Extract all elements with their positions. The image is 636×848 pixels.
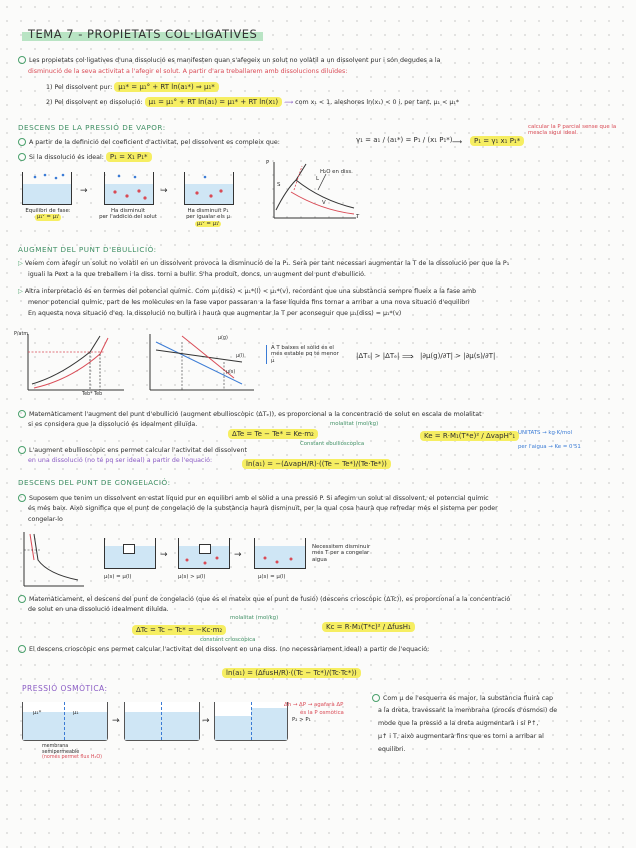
intro-line-2: disminució de la seva activitat a l'afegir el solut. A partir d'ara treballarem amb dissolucions diluïdes: bbox=[28, 68, 348, 75]
caption-freezing-1: μ(s) = μ(l) bbox=[104, 574, 132, 580]
freezing-paragraph-1: Suposem que tenim un dissolvent en estat líquid pur en equilibri amb el sòlid a una pressió P. Si afegim un solut al dissolvent, el potencial químic bbox=[18, 494, 489, 503]
ice-cube-icon bbox=[123, 544, 135, 554]
section-heading-freezing: DESCENS DEL PUNT DE CONGELACIÓ: bbox=[18, 478, 171, 487]
beaker-freezing-3 bbox=[254, 538, 306, 569]
water-ke-note: per l'aigua → Ke = 0'51 bbox=[518, 444, 581, 450]
vapor-paragraph-1: A partir de la definició del coeficient d'activitat, pel dissolvent es compleix que: bbox=[18, 138, 280, 147]
caption-freezing-3: μ(s) = μ(l) bbox=[258, 574, 286, 580]
beaker-pure-solvent bbox=[22, 172, 72, 205]
legend-mu-liquid: μ(l) bbox=[236, 354, 245, 359]
chemical-potential-graph bbox=[142, 332, 260, 396]
partial-pressure-note: calcular la P parcial sense que la mescla sigui ideal. bbox=[528, 124, 617, 137]
implies-icon: ⟹ bbox=[402, 352, 414, 361]
freezing-paragraph-1c: congelar-lo bbox=[28, 516, 63, 523]
osmosis-text-5: equilibri. bbox=[378, 746, 406, 753]
cryoscopic-constant-note: constant crioscòpica bbox=[200, 637, 256, 643]
boiling-paragraph-2c: En aquesta nova situació d'eq. la dissolució no bullirà i haurà que augmentar la T per aconseguir que μ₁(diss) = μ₁*(v) bbox=[28, 310, 402, 317]
caption-decreased-p1: Ha disminuït P₁ per igualar els μ μ₁ᵛ = μ₁ˡ bbox=[186, 208, 230, 227]
section-heading-osmotic: PRESSIÓ OSMÒTICA: bbox=[22, 684, 108, 693]
bullet-circle-icon bbox=[18, 446, 26, 454]
bullet-circle-icon bbox=[18, 645, 26, 653]
triangle-bullet-icon: ▷ bbox=[18, 288, 23, 295]
arrow-right-icon: ⟶ bbox=[452, 138, 463, 146]
beaker-freezing-1 bbox=[104, 538, 156, 569]
vapor-paragraph-2: Si la dissolució és ideal: P₁ = X₁ P₁* bbox=[18, 153, 152, 162]
section-heading-boiling: AUGMENT DEL PUNT D'EBULLICIÓ: bbox=[18, 245, 157, 254]
bullet-circle-icon bbox=[18, 595, 26, 603]
boiling-paragraph-1b: iguali la Pext a la que treballem i la diss. torni a bullir. S'ha produït, doncs, un augment del punt d'ebullició. bbox=[28, 271, 366, 278]
units-note: UNITATS → kg·K/mol bbox=[518, 430, 573, 436]
bullet-circle-icon bbox=[18, 56, 26, 64]
ebullioscopic-constant-note: Constant ebullioscòpica bbox=[300, 441, 365, 447]
freezing-paragraph-2: Matemàticament, el descens del punt de congelació (que és el mateix que el punt de fusió) (descens crioscòpic (ΔTc)), es proporcional a la concentració bbox=[18, 595, 510, 604]
caption-decreased-by-solute: Ha disminuït per l'addició del solut bbox=[99, 208, 157, 221]
membrane-label: membrana semipermeable (només permet flux H₂O) bbox=[42, 744, 103, 761]
beaker-solution-1 bbox=[104, 172, 154, 205]
osmosis-text-1: Com μ de l'esquerra és major, la substància fluirà cap bbox=[372, 694, 553, 703]
osmosis-text-2: a la dreta, travessant la membrana (procés d'osmosi) de bbox=[378, 707, 558, 714]
intro-item-2: 2) Pel dissolvent en dissolució: μ₁ = μ₁° + RT ln(a₁) = μ₁* + RT ln(x₁) ⟿ com x₁ < 1, aleshores ln(x₁) < 0 i, per tant, μ₁ < μ₁* bbox=[46, 98, 460, 106]
freezing-phase-diagram bbox=[18, 530, 88, 590]
graph-axis-ticks-teb: Teb* Teb bbox=[82, 392, 103, 397]
partial-pressure-equation: P₁ = γ₁ x₁ P₁* bbox=[470, 136, 524, 146]
boiling-paragraph-3: Matemàticament l'augment del punt d'ebullició (augment ebullioscòpic (ΔTₑ)), es proporcional a la concentració de solut en escala de molalitat bbox=[18, 410, 482, 419]
graph-axis-label-p: P/atm bbox=[14, 332, 29, 337]
boiling-paragraph-4b: en una dissolució (no té pq ser ideal) a partir de l'equació: bbox=[28, 457, 213, 464]
bullet-circle-icon bbox=[18, 410, 26, 418]
pressure-comparison: P₂ > P₁ bbox=[292, 717, 311, 723]
bullet-circle-icon bbox=[18, 153, 26, 161]
vapor-molecules-icon bbox=[23, 172, 71, 204]
intro-item-2-note: ⟿ com x₁ < 1, aleshores ln(x₁) < 0 i, per tant, μ₁ < μ₁* bbox=[284, 99, 460, 106]
solute-particles-icon bbox=[185, 172, 233, 204]
bullet-circle-icon bbox=[18, 138, 26, 146]
arrow-right-icon: → bbox=[234, 550, 242, 560]
arrow-right-icon: → bbox=[160, 550, 168, 560]
chemical-potential-solution-equation: μ₁ = μ₁° + RT ln(a₁) = μ₁* + RT ln(x₁) bbox=[145, 97, 282, 107]
arrow-right-icon: → bbox=[80, 186, 88, 196]
phase-label-vapor: V bbox=[322, 200, 326, 206]
arrow-right-icon: → bbox=[160, 186, 168, 196]
osmosis-container-2 bbox=[124, 702, 200, 741]
triangle-bullet-icon: ▷ bbox=[18, 260, 23, 267]
intro-line-1: Les propietats col·ligatives d'una dissolució es manifesten quan s'afegeix un solut no volàtil a un dissolvent pur i són degudes a la bbox=[18, 56, 440, 65]
derivative-inequality: |∂μ(g)/∂T| > |∂μ(s)/∂T| bbox=[420, 352, 496, 360]
intro-item-1: 1) Pel dissolvent pur: μ₁* = μ₁° + RT ln(a₁*) ⇒ μ₁* bbox=[46, 83, 219, 92]
cryoscopic-equation: ΔTc = Tc − Tc* = −Kc·m₂ bbox=[132, 625, 226, 635]
legend-mu-gas: μ(g) bbox=[218, 336, 228, 341]
boiling-paragraph-2b: menor potencial químic, part de les molècules en la fase vapor passaran a la fase líquida fins tornar a arribar a una nova situació d'equilibri bbox=[28, 299, 470, 306]
boiling-paragraph-3b: si es considera que la dissolució és idealment diluïda. bbox=[28, 421, 198, 428]
boiling-paragraph-2: ▷ Altra interpretació és en termes del potencial químic. Com μ₁(diss) < μ₁*(l) < μ₁*(v), recordant que una substància sempre flueix a la fase amb bbox=[18, 288, 477, 295]
boiling-paragraph-4: L'augment ebullioscòpic ens permet calcular l'activitat del dissolvent bbox=[18, 446, 247, 455]
section-heading-vapor: DESCENS DE LA PRESSIÓ DE VAPOR: bbox=[18, 123, 166, 132]
molality-note: molalitat (mol/kg) bbox=[330, 421, 379, 427]
curve-label-solution: H₂O en diss. bbox=[320, 169, 353, 175]
boiling-paragraph-1: ▷ Veiem com afegir un solut no volàtil en un dissolvent provoca la disminució de la P₁. Serà per tant necessari augmentar la T de la dissolució per que la P₁ bbox=[18, 260, 510, 267]
caption-freezing-2: μ(s) > μ(l) bbox=[178, 574, 206, 580]
activity-freezing-equation: ln(a₁) = (ΔfusH/R)·((Tc − Tc*)/(Tc·Tc*)) bbox=[222, 668, 361, 678]
kc-equation: Kc = R·M₁(T*c)² / ΔfusH₁ bbox=[322, 622, 415, 632]
raoult-law-equation: P₁ = X₁ P₁* bbox=[106, 152, 152, 162]
phase-label-liquid: L bbox=[316, 176, 320, 182]
beaker-solution-2 bbox=[184, 172, 234, 205]
osmosis-container-3 bbox=[214, 702, 288, 741]
solute-particles-icon bbox=[105, 172, 153, 204]
osmosis-text-3: mode que la pressió a la dreta augmentarà i si P↑, bbox=[378, 720, 539, 727]
bullet-circle-icon bbox=[372, 694, 380, 702]
membrane-divider bbox=[64, 702, 65, 740]
arrow-right-icon: → bbox=[202, 716, 210, 726]
freezing-molality-note: molalitat (mol/kg) bbox=[230, 615, 279, 621]
legend-mu-solid: μ(s) bbox=[226, 370, 236, 375]
freezing-note: Necessitem disminuir més T per a congelar aigua bbox=[312, 544, 371, 563]
page-title: TEMA 7 - PROPIETATS COL·LIGATIVES bbox=[22, 27, 263, 41]
ke-equation: Ke = R·M₁(T*e)² / ΔvapH°₁ bbox=[420, 431, 519, 441]
chemical-potential-pure-equation: μ₁* = μ₁° + RT ln(a₁*) ⇒ μ₁* bbox=[114, 82, 219, 92]
activity-coefficient-equation: γ₁ = a₁ / (a₁*) = P₁ / (x₁ P₁*) bbox=[356, 136, 453, 144]
pressure-temperature-graph bbox=[20, 330, 130, 396]
freezing-paragraph-2b: de solut en una dissolució idealment diluïda. bbox=[28, 606, 169, 613]
freezing-paragraph-3: El descens crioscòpic ens permet calcular l'activitat del dissolvent en una diss. (no necessàriament ideal) a partir de l'equació: bbox=[18, 645, 429, 654]
beaker-freezing-2 bbox=[178, 538, 230, 569]
bullet-circle-icon bbox=[18, 494, 26, 502]
ebullioscopic-equation: ΔTe = Te − Te* = Ke·m₂ bbox=[228, 429, 318, 439]
phase-label-solid: S bbox=[277, 182, 281, 188]
osmosis-text-4: μ↑ i T, això augmentarà fins que es torni a arribar al bbox=[378, 733, 544, 740]
height-pressure-note: Δh → ΔP → agafarà ΔP bbox=[284, 702, 344, 708]
low-temperature-note: A T baixes el sòlid és el més estable pq té menor μ bbox=[266, 345, 341, 364]
osmosis-container-1: μ₁* μ₁ bbox=[22, 702, 108, 741]
arrow-right-icon: → bbox=[112, 716, 120, 726]
caption-phase-equilibrium: Equilibri de fase: μ₁ᵛ = μ₁ˡ bbox=[25, 208, 71, 221]
freezing-paragraph-1b: és més baix. Això significa que el punt de congelació de la substància haurà disminuït, per la qual cosa haurà que refredar més el sistema per poder bbox=[28, 505, 498, 512]
activity-boiling-equation: ln(a₁) = −(ΔvapH/R)·((Te − Te*)/(Te·Te*)) bbox=[242, 459, 391, 469]
osmotic-pressure-note: és la P osmòtica bbox=[300, 710, 344, 716]
delta-t-inequality: |ΔTₛ| > |ΔTₑ| bbox=[356, 352, 400, 360]
